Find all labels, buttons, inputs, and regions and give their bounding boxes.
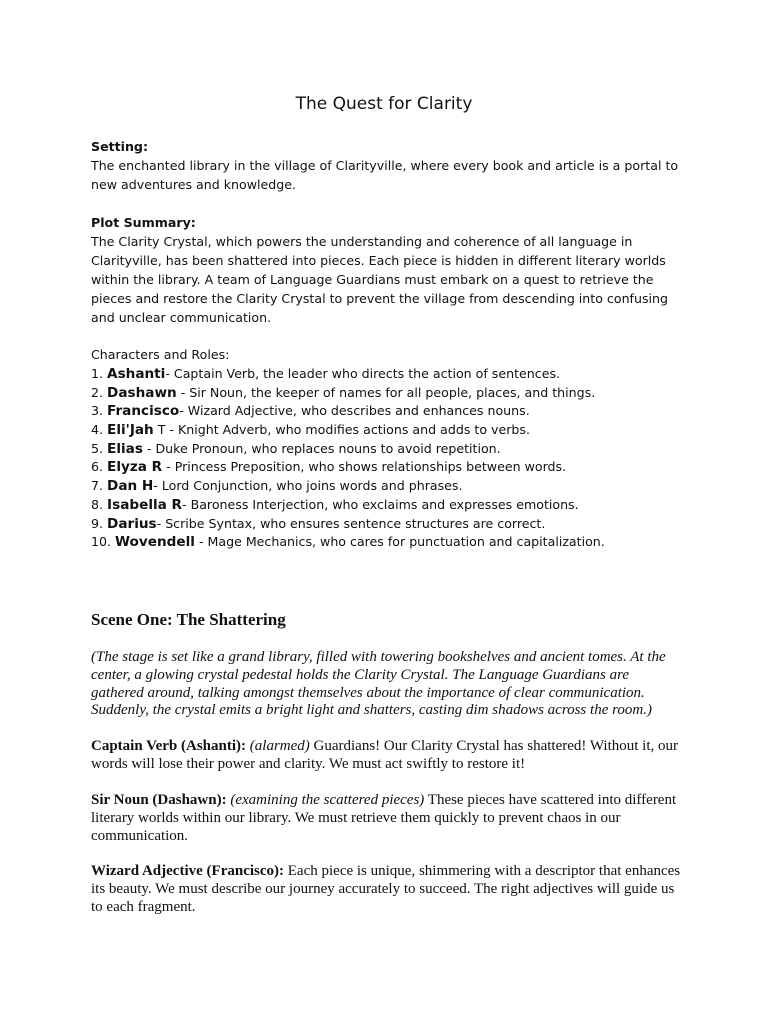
scene-title: Scene One: The Shattering (91, 610, 286, 629)
character-role: - Lord Conjunction, who joins words and phrases. (153, 478, 463, 494)
character-name: Wovendell (115, 534, 195, 551)
character-name: Francisco (107, 403, 180, 420)
characters-heading: Characters and Roles: (91, 347, 230, 362)
list-item (91, 514, 681, 533)
list-item (91, 457, 681, 476)
stage-direction: (The stage is set like a grand library, filled with towering bookshelves and ancient tomes. At the center, a glowing crystal pedestal holds the Clarity Crystal. The Language Guardians are gathered around, talking amongst themselves about the importance of clear communication. Suddenly, the crystal emits a bright light and shatters, casting dim shadows across the room.) (91, 649, 666, 719)
actor-direction: (alarmed) (249, 738, 310, 754)
dialogue-text: These pieces have scattered into different literary worlds within our library. We must retrieve them quickly to prevent chaos in our communication. (91, 792, 677, 844)
characters-section (91, 345, 681, 551)
list-item (91, 439, 681, 458)
character-name: Isabella R (107, 496, 183, 513)
list-item (91, 532, 681, 551)
character-name: Elias (107, 440, 143, 457)
list-item (91, 476, 681, 495)
character-role: - Scribe Syntax, who ensures sentence structures are correct. (156, 515, 546, 531)
item-number: 2. (91, 384, 104, 400)
character-role: - Wizard Adjective, who describes and enhances nouns. (179, 403, 530, 419)
character-role: T - Knight Adverb, who modifies actions and adds to verbs. (153, 422, 530, 438)
character-name: Ashanti (107, 366, 166, 382)
item-number: 6. (91, 459, 104, 475)
setting-text: The enchanted library in the village of Clarityville, where every book and article is a portal to new adventures and knowledge. (91, 158, 679, 192)
setting-section (91, 137, 681, 194)
list-item (91, 364, 681, 383)
list-item (91, 401, 681, 420)
dialogue-line (91, 792, 681, 845)
character-name: Darius (107, 515, 157, 532)
dialogue-line (91, 738, 681, 774)
speaker-name: Wizard Adjective (Francisco): (91, 863, 285, 879)
character-name: Dan H (107, 478, 154, 495)
character-name: Dashawn (107, 384, 177, 401)
character-role: - Baroness Interjection, who exclaims and expresses emotions. (182, 496, 579, 512)
item-number: 10. (91, 534, 112, 550)
dialogue-text: Each piece is unique, shimmering with a descriptor that enhances its beauty. We must describe our journey accurately to succeed. The right adjectives will guide us to each fragment. (91, 863, 681, 915)
list-item (91, 420, 681, 439)
actor-direction: (examining the scattered pieces) (230, 792, 425, 808)
item-number: 5. (91, 440, 104, 456)
item-number: 7. (91, 478, 104, 494)
item-number: 3. (91, 403, 104, 419)
characters-list (91, 364, 681, 551)
list-item (91, 495, 681, 514)
document-title: The Quest for Clarity (295, 94, 473, 114)
item-number: 4. (91, 422, 104, 438)
dialogue-line (91, 863, 681, 916)
item-number: 9. (91, 515, 104, 531)
character-role: - Mage Mechanics, who cares for punctuation and capitalization. (194, 534, 605, 550)
speaker-name: Sir Noun (Dashawn): (91, 792, 227, 808)
character-name: Elyza R (107, 459, 163, 476)
list-item (91, 383, 681, 402)
character-role: - Princess Preposition, who shows relationships between words. (162, 459, 567, 475)
character-role: - Duke Pronoun, who replaces nouns to avoid repetition. (142, 440, 501, 456)
character-name: Eli'Jah (107, 422, 154, 439)
character-role: - Sir Noun, the keeper of names for all people, places, and things. (176, 384, 596, 400)
item-number: 1. (91, 366, 104, 381)
dialogue-text: Guardians! Our Clarity Crystal has shattered! Without it, our words will lose their power and clarity. We must act swiftly to restore it! (91, 738, 678, 772)
item-number: 8. (91, 496, 104, 512)
character-role: - Captain Verb, the leader who directs the action of sentences. (165, 366, 561, 381)
setting-label: Setting: (91, 139, 148, 154)
plot-section (91, 213, 681, 327)
speaker-name: Captain Verb (Ashanti): (91, 738, 247, 754)
plot-label: Plot Summary: (91, 215, 196, 230)
plot-text: The Clarity Crystal, which powers the understanding and coherence of all language in Clarityville, has been shattered into pieces. Each piece is hidden in different literary worlds within the library. A team of Language Guardians must embark on a quest to retrieve the pieces and restore the Clarity Crystal to prevent the village from descending into confusing and unclear communication. (91, 234, 668, 325)
